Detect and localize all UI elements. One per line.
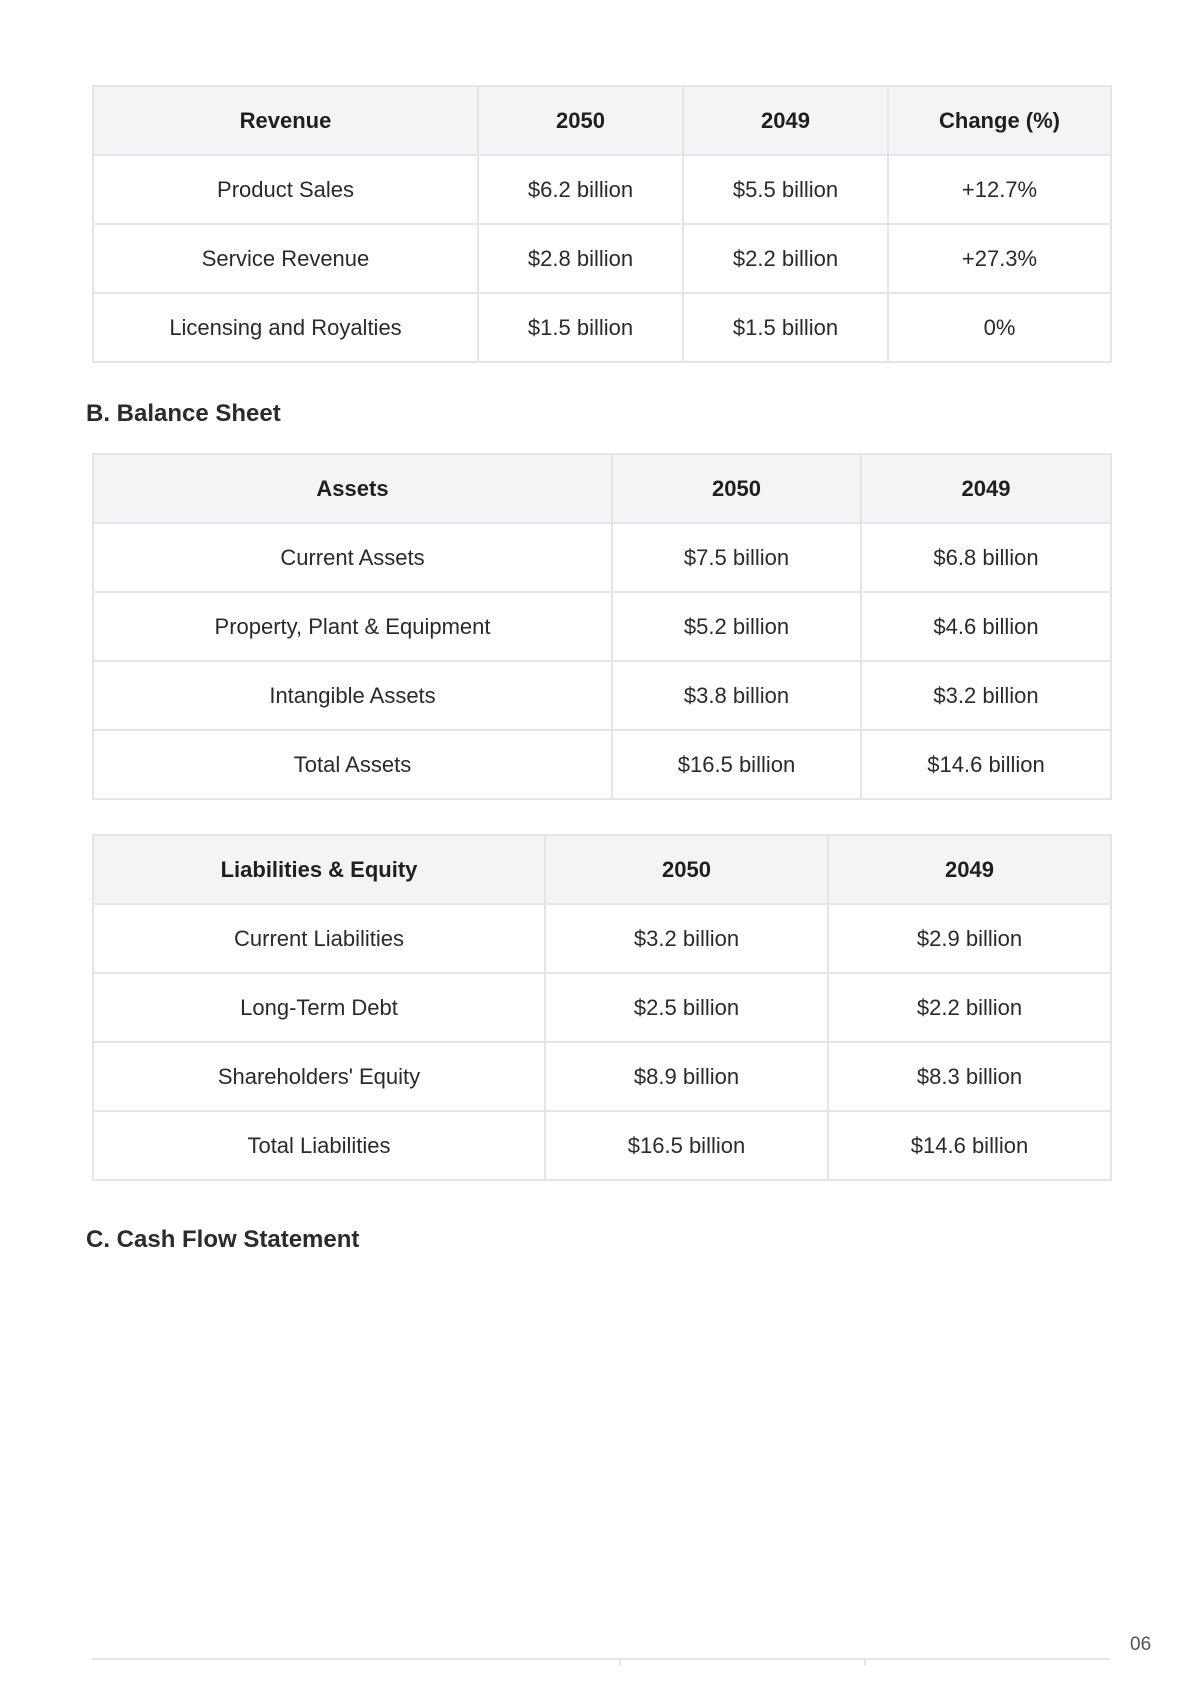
table-cell: Product Sales <box>93 155 478 224</box>
table-cell: $2.5 billion <box>545 973 828 1042</box>
table-cell: Long-Term Debt <box>93 973 545 1042</box>
table-row <box>93 1111 1111 1180</box>
table-cell: $3.8 billion <box>612 661 861 730</box>
table-row <box>93 661 1111 730</box>
table-cell: $1.5 billion <box>683 293 888 362</box>
table-cell: Shareholders' Equity <box>93 1042 545 1111</box>
section-title-balance-sheet: B. Balance Sheet <box>86 400 281 427</box>
page-number: 06 <box>1130 1634 1152 1655</box>
table-cell: Service Revenue <box>93 224 478 293</box>
table-cell: $16.5 billion <box>545 1111 828 1180</box>
table-cell: Intangible Assets <box>93 661 612 730</box>
column-header: 2049 <box>683 86 888 155</box>
column-header: 2049 <box>861 454 1111 523</box>
footer-divider <box>92 1658 1110 1660</box>
section-title-cash-flow: C. Cash Flow Statement <box>86 1226 360 1253</box>
column-header: 2050 <box>612 454 861 523</box>
table-cell: +27.3% <box>888 224 1111 293</box>
table-cell: Property, Plant & Equipment <box>93 592 612 661</box>
table-cell: +12.7% <box>888 155 1111 224</box>
table-cell: Current Liabilities <box>93 904 545 973</box>
table-row <box>93 592 1111 661</box>
table-cell: 0% <box>888 293 1111 362</box>
table-row <box>93 973 1111 1042</box>
table-cell: $2.9 billion <box>828 904 1111 973</box>
table-cell: $6.8 billion <box>861 523 1111 592</box>
table-row <box>93 1042 1111 1111</box>
column-header: Assets <box>93 454 612 523</box>
table-cell: $3.2 billion <box>545 904 828 973</box>
table-cell: $8.3 billion <box>828 1042 1111 1111</box>
table-cell: $3.2 billion <box>861 661 1111 730</box>
column-header: 2050 <box>545 835 828 904</box>
table-cell: $16.5 billion <box>612 730 861 799</box>
table-cell: Licensing and Royalties <box>93 293 478 362</box>
table-cell: $8.9 billion <box>545 1042 828 1111</box>
table-cell: $2.2 billion <box>683 224 888 293</box>
table-cell: $14.6 billion <box>861 730 1111 799</box>
column-header: Liabilities & Equity <box>93 835 545 904</box>
table-cell: Total Assets <box>93 730 612 799</box>
table-cell: $1.5 billion <box>478 293 683 362</box>
column-header: 2049 <box>828 835 1111 904</box>
column-header: Change (%) <box>888 86 1111 155</box>
table-row <box>93 730 1111 799</box>
revenue-table <box>92 85 1112 363</box>
table-cell: $2.2 billion <box>828 973 1111 1042</box>
table-cell: $14.6 billion <box>828 1111 1111 1180</box>
table-row <box>93 155 1111 224</box>
table-cell: $7.5 billion <box>612 523 861 592</box>
table-row <box>93 904 1111 973</box>
table-cell: Current Assets <box>93 523 612 592</box>
table-header-row <box>93 86 1111 155</box>
liabilities-equity-table <box>92 834 1112 1181</box>
table-cell: $5.2 billion <box>612 592 861 661</box>
table-cell: $4.6 billion <box>861 592 1111 661</box>
table-cell: $2.8 billion <box>478 224 683 293</box>
table-cell: $6.2 billion <box>478 155 683 224</box>
assets-table <box>92 453 1112 800</box>
table-row <box>93 293 1111 362</box>
footer-divider-tick <box>619 1660 621 1666</box>
table-row <box>93 224 1111 293</box>
column-header: 2050 <box>478 86 683 155</box>
table-cell: Total Liabilities <box>93 1111 545 1180</box>
column-header: Revenue <box>93 86 478 155</box>
table-header-row <box>93 835 1111 904</box>
table-cell: $5.5 billion <box>683 155 888 224</box>
table-row <box>93 523 1111 592</box>
footer-divider-tick <box>864 1660 866 1666</box>
table-header-row <box>93 454 1111 523</box>
